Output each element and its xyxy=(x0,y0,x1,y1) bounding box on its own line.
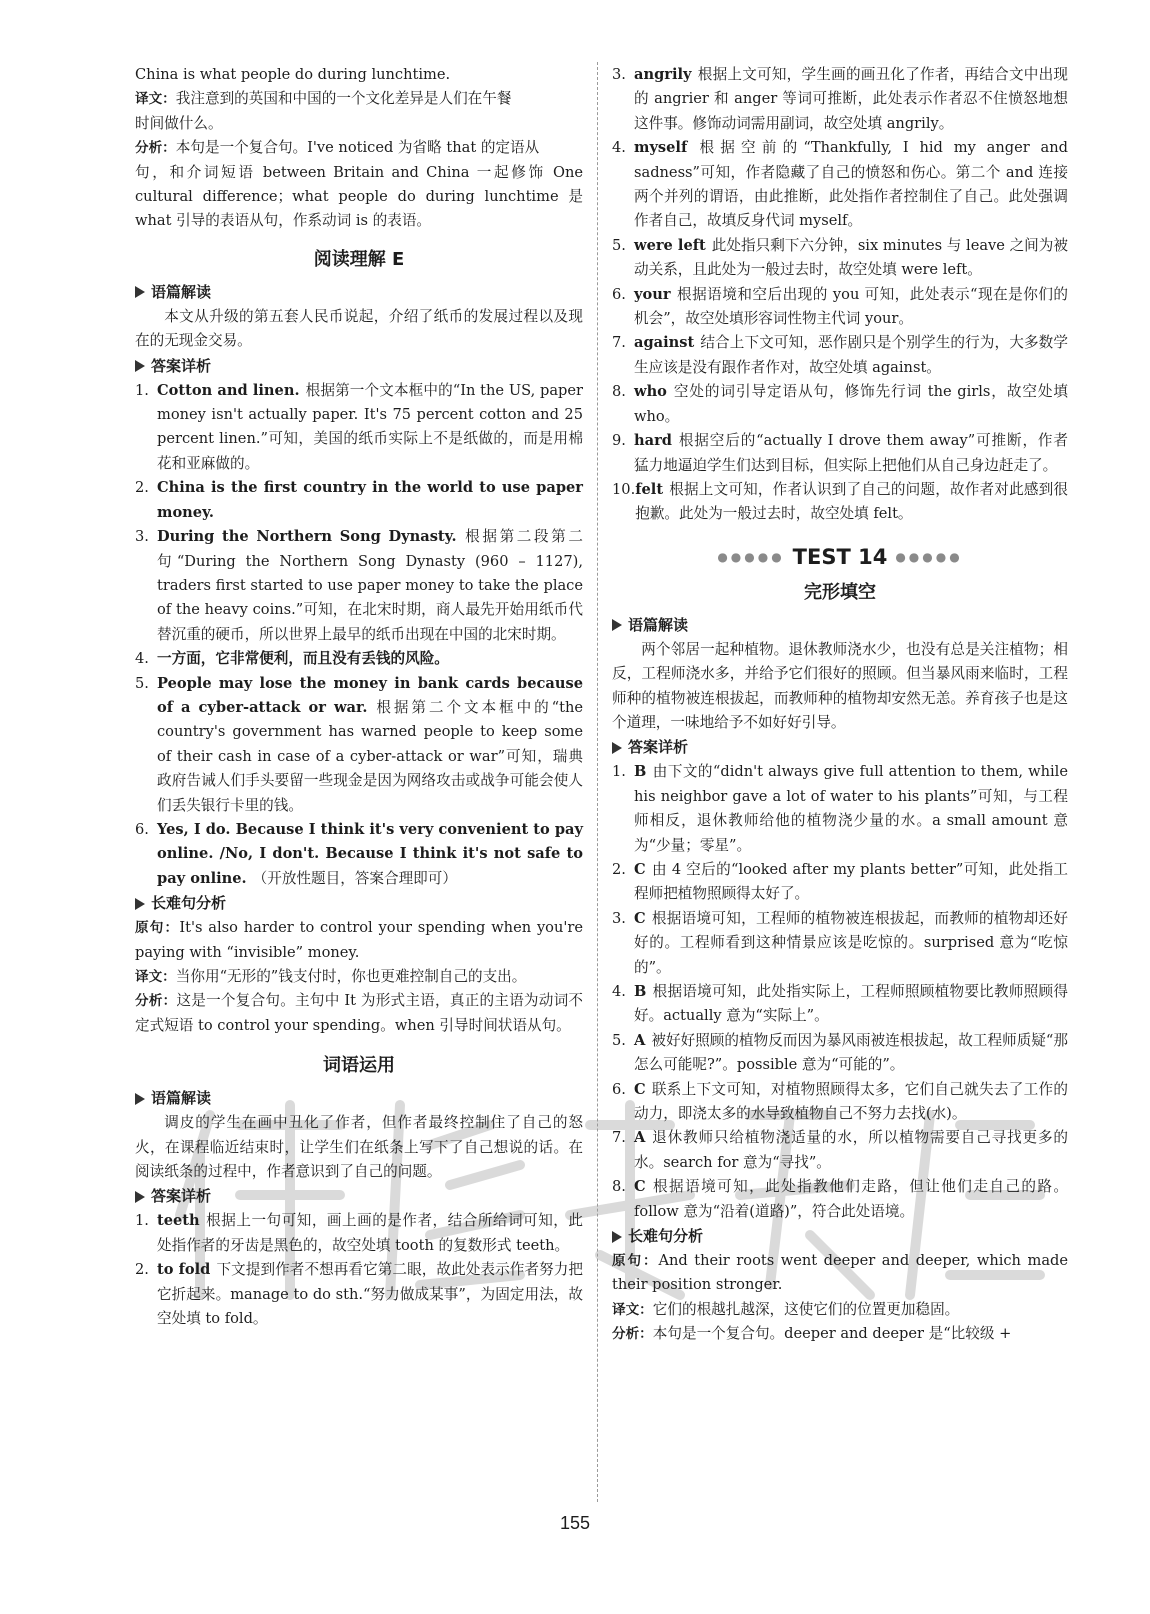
triangle-bullet-icon xyxy=(612,619,622,631)
answer-item: 5. were left 此处指只剩下六分钟，six minutes 与 leave 之间为被动关系，且此处为一般过去时，故空处填 were left。 xyxy=(612,236,1068,279)
intro-translation-cont: 时间做什么。 xyxy=(135,114,223,132)
passage-heading: 语篇解读 xyxy=(135,280,583,305)
answer-item: 4. 一方面，它非常便利，而且没有丢钱的风险。 xyxy=(135,650,449,668)
section-title-reading-e: 阅读理解 E xyxy=(313,248,405,270)
long-sentence-heading: 长难句分析 xyxy=(612,1224,1068,1249)
answers-heading: 答案详析 xyxy=(135,1184,583,1209)
triangle-bullet-icon xyxy=(135,898,145,910)
test-title: TEST 14 xyxy=(792,544,888,569)
sentence-translation: 译文：它们的根越扎越深，这使它们的位置更加稳固。 xyxy=(612,1300,960,1318)
column-divider xyxy=(597,62,598,1502)
passage-summary: 本文从升级的第五套人民币说起，介绍了纸币的发展过程以及现在的无现金交易。 xyxy=(135,307,583,350)
triangle-bullet-icon xyxy=(135,1093,145,1105)
triangle-bullet-icon xyxy=(612,1231,622,1243)
decorative-dots-icon: ●●●●● xyxy=(895,549,963,564)
intro-line: China is what people do during lunchtime. xyxy=(135,66,451,83)
answer-item: 1. Cotton and linen. 根据第一个文本框中的“In the US, paper money isn't actually paper. It's 75 percent cotton and 25 percent linen.”可知，美国的纸币实际上不是纸做的，而是用棉花和亚麻做的。 xyxy=(135,381,583,472)
answer-item: 9. hard 根据空后的“actually I drove them away”可推断，作者猛力地逼迫学生们达到目标，但实际上把他们从自己身边赶走了。 xyxy=(612,432,1068,474)
answer-item: 5. People may lose the money in bank cards because of a cyber-attack or war. 根据第二个文本框中的“the country's government has warned people to keep some of their cash in case of a cyber-attack or war”可知，瑞典政府告诫人们手头要留一些现金是因为网络攻击或战争可能会使人们丢失银行卡里的钱。 xyxy=(135,674,583,814)
answer-item: 8. C 根据语境可知，此处指教他们走路，但让他们走自己的路。follow 意为“沿着(道路)”，符合此处语境。 xyxy=(612,1178,1068,1220)
long-sentence-heading: 长难句分析 xyxy=(135,891,583,916)
answer-item: 1. teeth 根据上一句可知，画上画的是作者，结合所给词可知，此处指作者的牙齿是黑色的，故空处填 tooth 的复数形式 teeth。 xyxy=(135,1212,583,1254)
passage-summary: 两个邻居一起种植物。退休教师浇水少，也没有总是关注植物；相反，工程师浇水多，并给予它们很好的照顾。但当暴风雨来临时，工程师种的植物被连根拔起，而教师种的植物却安然无恙。养育孩子也是这个道理，一味地给予不如好好引导。 xyxy=(612,640,1068,731)
triangle-bullet-icon xyxy=(135,286,145,298)
answer-item: 4. myself 根据空前的“Thankfully, I hid my anger and sadness”可知，作者隐藏了自己的愤怒和伤心。第二个 and 连接两个并列的谓语，由此推断，此处指作者控制住了自己。此处强调作者自己，故填反身代词 myself。 xyxy=(612,139,1068,230)
page-number: 155 xyxy=(559,1513,591,1533)
right-column xyxy=(612,63,1068,1347)
sentence-analysis: 分析：这是一个复合句。主句中 It 为形式主语，真正的主语为动词不定式短语 to control your spending。when 引导时间状语从句。 xyxy=(135,992,583,1034)
section-title-cloze: 完形填空 xyxy=(804,581,876,603)
answer-item: 3. angrily 根据上文可知，学生画的画丑化了作者，再结合文中出现的 angrier 和 anger 等词可推断，此处表示作者忍不住愤怒地想这件事。修饰动词需用副词，故空处填 angrily。 xyxy=(612,66,1068,132)
answer-item: 6. your 根据语境和空后出现的 you 可知，此处表示“现在是你们的机会”，故空处填形容词性物主代词 your。 xyxy=(612,285,1068,328)
intro-analysis-cont: 句，和介词短语 between Britain and China 一起修饰 One cultural difference；what people do during lunchtime 是 what 引导的表语从句，作系动词 is 的表语。 xyxy=(135,163,583,230)
answer-item: 5. A 被好好照顾的植物反而因为暴风雨被连根拔起，故工程师质疑“那怎么可能呢?”。possible 意为“可能的”。 xyxy=(612,1031,1068,1074)
original-sentence: 原句：And their roots went deeper and deeper, which made their position stronger. xyxy=(612,1252,1068,1294)
answer-item: 7. against 结合上下文可知，恶作剧只是个别学生的行为，大多数学生应该是没有跟作者作对，故空处填 against。 xyxy=(612,334,1068,376)
intro-analysis: 分析：本句是一个复合句。I've noticed 为省略 that 的定语从 xyxy=(135,139,540,157)
answer-item: 8. who 空处的词引导定语从句，修饰先行词 the girls，故空处填 who。 xyxy=(612,383,1068,425)
decorative-dots-icon: ●●●●● xyxy=(717,549,785,564)
original-sentence: 原句：It's also harder to control your spending when you're paying with “invisible” money. xyxy=(135,919,583,961)
triangle-bullet-icon xyxy=(612,742,622,754)
triangle-bullet-icon xyxy=(135,360,145,372)
sentence-analysis: 分析：本句是一个复合句。deeper and deeper 是“比较级 + xyxy=(612,1325,1012,1343)
answer-item: 10. felt 根据上文可知，作者认识到了自己的问题，故作者对此感到很抱歉。此处为一般过去时，故空处填 felt。 xyxy=(612,480,1068,523)
answer-item: 3. During the Northern Song Dynasty. 根据第二段第二句“During the Northern Song Dynasty (960 – 1127), traders first started to use paper money to take the place of the heavy coins.”可知，在北宋时期，商人最先开始用纸币代替沉重的硬币，所以世界上最早的纸币出现在中国的北宋时期。 xyxy=(135,528,583,643)
test-heading xyxy=(612,541,1068,573)
answer-item: 3. C 根据语境可知，工程师的植物被连根拔起，而教师的植物却还好好的。工程师看到这种情景应该是吃惊的。surprised 意为“吃惊的”。 xyxy=(612,909,1068,976)
triangle-bullet-icon xyxy=(135,1191,145,1203)
answer-item: 2. C 由 4 空后的“looked after my plants better”可知，此处指工程师把植物照顾得太好了。 xyxy=(612,860,1068,903)
intro-translation: 译文：我注意到的英国和中国的一个文化差异是人们在午餐 xyxy=(135,90,512,108)
answers-heading: 答案详析 xyxy=(612,735,1068,760)
sentence-translation: 译文：当你用“无形的”钱支付时，你也更难控制自己的支出。 xyxy=(135,968,527,985)
answers-heading: 答案详析 xyxy=(135,354,583,379)
answer-item: 6. C 联系上下文可知，对植物照顾得太多，它们自己就失去了工作的动力，即浇太多的水导致植物自己不努力去找(水)。 xyxy=(612,1080,1068,1123)
answer-item: 4. B 根据语境可知，此处指实际上，工程师照顾植物要比教师照顾得好。actually 意为“实际上”。 xyxy=(612,983,1068,1025)
answer-item: 2. to fold 下文提到作者不想再看它第二眼，故此处表示作者努力把它折起来。manage to do sth.“努力做成某事”，为固定用法，故空处填 to fold。 xyxy=(135,1261,583,1328)
answer-item: 6. Yes, I do. Because I think it's very convenient to pay online. /No, I don't. Because I think it's not safe to pay online. （开放性题目，答案合理即可） xyxy=(135,820,583,887)
passage-heading: 语篇解读 xyxy=(612,613,1068,638)
answer-item: 7. A 退休教师只给植物浇适量的水，所以植物需要自己寻找更多的水。search for 意为“寻找”。 xyxy=(612,1129,1068,1171)
answer-item: 2. China is the first country in the world to use paper money. xyxy=(135,479,583,521)
answer-item: 1. B 由下文的“didn't always give full attention to them, while his neighbor gave a lot of water to his plants”可知，与工程师相反，退休教师给他的植物浇少量的水。a small amount 意为“少量；零星”。 xyxy=(612,763,1068,854)
section-title-word-use: 词语运用 xyxy=(323,1055,395,1077)
passage-summary: 调皮的学生在画中丑化了作者，但作者最终控制住了自己的怒火，在课程临近结束时，让学生们在纸条上写下了自己想说的话。在阅读纸条的过程中，作者意识到了自己的问题。 xyxy=(135,1114,583,1181)
passage-heading: 语篇解读 xyxy=(135,1086,583,1111)
left-column xyxy=(135,63,583,1331)
